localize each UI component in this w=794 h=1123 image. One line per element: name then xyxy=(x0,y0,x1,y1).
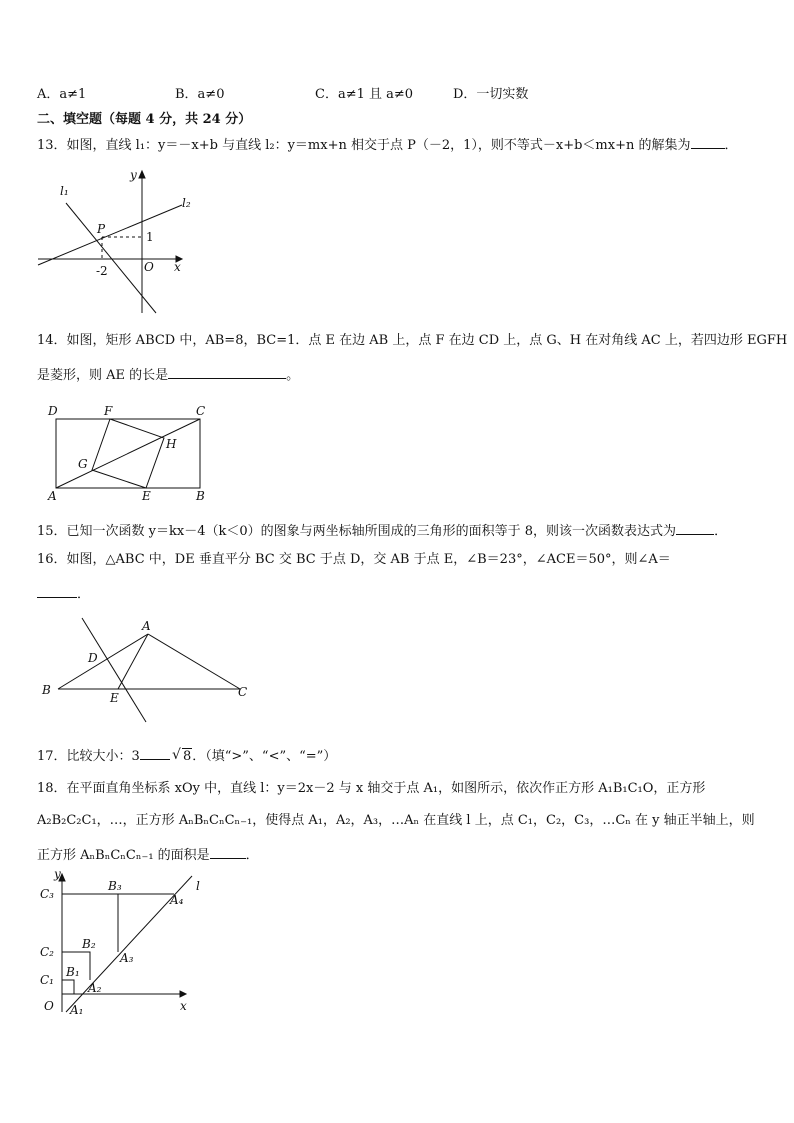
label-l: l xyxy=(196,879,200,893)
label-a: A xyxy=(48,489,57,503)
label-c2: C₂ xyxy=(40,945,54,959)
question-18 xyxy=(37,780,705,798)
label-a3: A₃ xyxy=(120,951,134,965)
label-b2: B₂ xyxy=(82,937,96,951)
label-c1: C₁ xyxy=(40,973,54,987)
sqrt-eight xyxy=(174,748,192,766)
label-f: F xyxy=(104,404,113,418)
q13-text: 13．如图，直线 l₁：y＝－x+b 与直线 l₂：y＝mx+n 相交于点 P（－2，1），则不等式－x+b＜mx+n 的解集为 xyxy=(37,138,691,153)
q17-answer-blank xyxy=(140,745,170,760)
question-18-cont2 xyxy=(37,844,259,865)
diagonal-ac xyxy=(56,419,200,488)
label-c: C xyxy=(196,404,206,418)
label-b: B xyxy=(42,683,51,697)
q13-end: ． xyxy=(724,138,738,153)
q18-figure xyxy=(36,868,236,1018)
question-16 xyxy=(37,551,671,569)
q18-answer-blank xyxy=(210,844,246,859)
q16-answer-blank xyxy=(37,583,77,598)
q15-text: 15．已知一次函数 y＝kx－4（k＜0）的图象与两坐标轴所围成的三角形的面积等于 8，则该一次函数表达式为 xyxy=(37,524,677,539)
q13-figure xyxy=(34,165,204,317)
q14-line2: 是菱形，则 AE 的长是 xyxy=(37,368,169,383)
label-b3: B₃ xyxy=(108,879,122,893)
label-p: P xyxy=(97,222,106,236)
label-y: y xyxy=(54,868,61,881)
q13-answer-blank xyxy=(691,134,725,149)
label-a: A xyxy=(142,619,151,633)
q17-post: ．（填“>”、“<”、“=”） xyxy=(192,749,337,764)
label-a4: A₄ xyxy=(170,893,184,907)
label-c: C xyxy=(238,685,248,699)
label-d: D xyxy=(88,651,98,665)
label-l2: l₂ xyxy=(182,196,191,210)
q16-figure xyxy=(38,614,258,726)
q18-line2: A₂B₂C₂C₁，…，正方形 AₙBₙCₙCₙ₋₁，使得点 A₁，A₂，A₃，…Aₙ 在直线 l 上，点 C₁，C₂，C₃，…Cₙ 在 y 轴正半轴上，则 xyxy=(37,813,755,828)
square-1 xyxy=(62,980,74,994)
section-title: 二、填空题（每题 4 分，共 24 分） xyxy=(37,112,252,127)
q18-line1: 18．在平面直角坐标系 xOy 中，直线 l：y＝2x－2 与 x 轴交于点 A₁，如图所示，依次作正方形 A₁B₁C₁O，正方形 xyxy=(37,781,706,796)
label-o: O xyxy=(44,999,54,1013)
q17-radicand: 8 xyxy=(182,749,192,764)
label-b: B xyxy=(196,489,205,503)
q16-text: 16．如图，△ABC 中，DE 垂直平分 BC 交 BC 于点 D，交 AB 于点 E，∠B＝23°，∠ACE＝50°，则∠A＝ xyxy=(37,552,671,567)
x-axis-arrow xyxy=(180,991,186,997)
label-x: x xyxy=(180,999,187,1013)
perpendicular-bisector-de xyxy=(82,618,146,722)
q15-answer-blank xyxy=(676,520,714,535)
choice-d: D．一切实数 xyxy=(453,87,529,102)
question-15 xyxy=(37,520,727,541)
choice-a: A．a≠1 xyxy=(37,87,87,102)
label-e: E xyxy=(110,691,119,705)
question-16-cont xyxy=(37,583,90,604)
label-g: G xyxy=(78,457,88,471)
q14-answer-blank xyxy=(168,364,286,379)
choice-c: C．a≠1 且 a≠0 xyxy=(315,87,414,102)
q14-figure xyxy=(42,400,222,506)
segment-ea xyxy=(118,634,148,689)
y-axis-arrow xyxy=(139,171,145,178)
label-c3: C₃ xyxy=(40,887,54,901)
label-one: 1 xyxy=(146,230,154,244)
q14-end: 。 xyxy=(286,368,300,383)
label-a2: A₂ xyxy=(88,981,102,995)
q17-pre: 17．比较大小：3 xyxy=(37,749,140,764)
label-x: x xyxy=(174,260,181,274)
label-neg2: -2 xyxy=(96,264,108,278)
q18-end: ． xyxy=(245,848,259,863)
label-e: E xyxy=(142,489,151,503)
label-b1: B₁ xyxy=(66,965,80,979)
label-h: H xyxy=(166,437,177,451)
question-14 xyxy=(37,332,787,350)
segment-ba xyxy=(58,634,148,689)
label-y: y xyxy=(130,168,137,182)
question-13 xyxy=(37,134,738,155)
segment-ac xyxy=(148,634,240,689)
q14-line1: 14．如图，矩形 ABCD 中，AB=8，BC=1．点 E 在边 AB 上，点 F 在边 CD 上，点 G、H 在对角线 AC 上，若四边形 EGFH xyxy=(37,333,788,348)
label-a1: A₁ xyxy=(70,1003,84,1017)
question-18-cont xyxy=(37,812,755,830)
q16-end: ． xyxy=(77,587,91,602)
label-d: D xyxy=(48,404,58,418)
label-l1: l₁ xyxy=(60,184,69,198)
question-14-cont xyxy=(37,364,299,385)
question-17 xyxy=(37,745,336,766)
q15-end: ． xyxy=(714,524,728,539)
choice-b: B．a≠0 xyxy=(175,87,225,102)
label-o: O xyxy=(144,260,154,274)
q18-line3: 正方形 AₙBₙCₙCₙ₋₁ 的面积是 xyxy=(37,848,210,863)
